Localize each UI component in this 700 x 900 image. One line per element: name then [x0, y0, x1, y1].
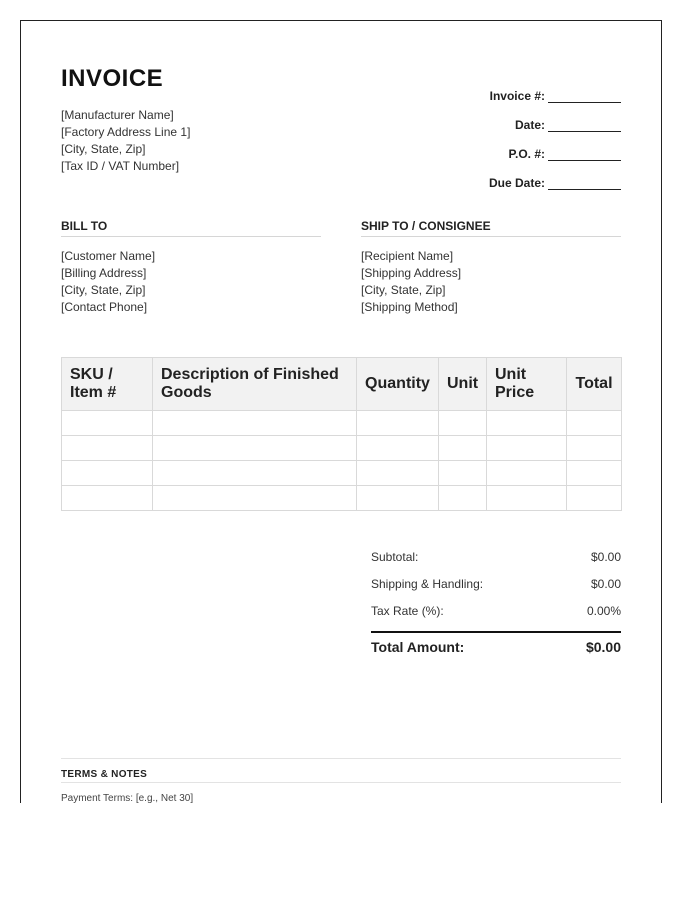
table-cell[interactable]	[439, 461, 487, 486]
date-field[interactable]	[548, 121, 621, 132]
table-cell[interactable]	[62, 486, 153, 511]
table-cell[interactable]	[439, 436, 487, 461]
table-header-row	[62, 358, 622, 411]
table-cell[interactable]	[439, 411, 487, 436]
bill-to-heading: BILL TO	[61, 219, 321, 237]
due-date-label: Due Date:	[488, 176, 545, 190]
manufacturer-address	[61, 107, 190, 175]
shipping-city: [City, State, Zip]	[361, 283, 446, 297]
table-cell[interactable]	[487, 486, 567, 511]
quantity-column-header: Quantity	[357, 358, 439, 411]
due-date-field[interactable]	[548, 179, 621, 190]
table-cell[interactable]	[62, 436, 153, 461]
po-number-row	[381, 132, 621, 161]
table-cell[interactable]	[567, 436, 622, 461]
table-cell[interactable]	[487, 436, 567, 461]
ship-to-lines	[361, 248, 621, 316]
table-cell[interactable]	[153, 486, 357, 511]
due-date-row	[381, 161, 621, 190]
po-number-field[interactable]	[548, 150, 621, 161]
invoice-page	[20, 20, 662, 803]
date-label: Date:	[514, 118, 545, 132]
table-cell[interactable]	[487, 461, 567, 486]
description-column-header: Description of Finished Goods	[153, 358, 357, 411]
table-cell[interactable]	[62, 461, 153, 486]
bill-to-lines	[61, 248, 321, 316]
table-row	[62, 461, 622, 486]
total-amount-row	[371, 631, 621, 661]
table-row	[62, 436, 622, 461]
invoice-number-label: Invoice #:	[489, 89, 545, 103]
invoice-title: INVOICE	[61, 65, 164, 92]
table-cell[interactable]	[357, 486, 439, 511]
table-row	[62, 486, 622, 511]
table-cell[interactable]	[62, 411, 153, 436]
table-cell[interactable]	[357, 411, 439, 436]
date-row	[381, 103, 621, 132]
tax-rate-label: Tax Rate (%):	[371, 603, 444, 618]
total-amount-value: $0.00	[585, 639, 621, 655]
customer-name: [Customer Name]	[61, 249, 156, 263]
tax-rate-row	[371, 597, 621, 624]
manufacturer-name: [Manufacturer Name]	[61, 108, 174, 122]
table-cell[interactable]	[567, 461, 622, 486]
table-cell[interactable]	[567, 486, 622, 511]
bill-to-section	[61, 219, 321, 316]
line-items-table	[61, 357, 622, 511]
contact-phone: [Contact Phone]	[61, 300, 148, 314]
shipping-label: Shipping & Handling:	[371, 576, 484, 591]
payment-terms: Payment Terms: [e.g., Net 30]	[61, 793, 194, 803]
invoice-number-field[interactable]	[548, 92, 621, 103]
po-number-label: P.O. #:	[508, 147, 545, 161]
table-cell[interactable]	[439, 486, 487, 511]
table-cell[interactable]	[357, 461, 439, 486]
unit-column-header: Unit	[439, 358, 487, 411]
tax-id: [Tax ID / VAT Number]	[61, 159, 180, 173]
manufacturer-city: [City, State, Zip]	[61, 142, 146, 156]
ship-to-heading: SHIP TO / CONSIGNEE	[361, 219, 621, 237]
ship-to-section	[361, 219, 621, 316]
terms-heading: TERMS & NOTES	[61, 758, 621, 783]
shipping-row	[371, 570, 621, 597]
totals-section	[371, 543, 621, 661]
tax-rate-value: 0.00%	[586, 603, 621, 618]
shipping-address: [Shipping Address]	[361, 266, 462, 280]
billing-city: [City, State, Zip]	[61, 283, 146, 297]
table-cell[interactable]	[487, 411, 567, 436]
subtotal-row	[371, 543, 621, 570]
total-amount-label: Total Amount:	[371, 639, 465, 655]
sku-column-header: SKU / Item #	[62, 358, 153, 411]
table-cell[interactable]	[357, 436, 439, 461]
table-row	[62, 411, 622, 436]
terms-section	[61, 758, 621, 803]
unit-price-column-header: Unit Price	[487, 358, 567, 411]
billing-address: [Billing Address]	[61, 266, 147, 280]
subtotal-value: $0.00	[590, 549, 621, 564]
recipient-name: [Recipient Name]	[361, 249, 454, 263]
total-column-header: Total	[567, 358, 622, 411]
table-cell[interactable]	[153, 411, 357, 436]
subtotal-label: Subtotal:	[371, 549, 419, 564]
shipping-method: [Shipping Method]	[361, 300, 458, 314]
invoice-number-row	[381, 74, 621, 103]
table-cell[interactable]	[153, 461, 357, 486]
shipping-value: $0.00	[590, 576, 621, 591]
table-cell[interactable]	[153, 436, 357, 461]
invoice-meta	[381, 74, 621, 190]
table-cell[interactable]	[567, 411, 622, 436]
factory-address: [Factory Address Line 1]	[61, 125, 191, 139]
